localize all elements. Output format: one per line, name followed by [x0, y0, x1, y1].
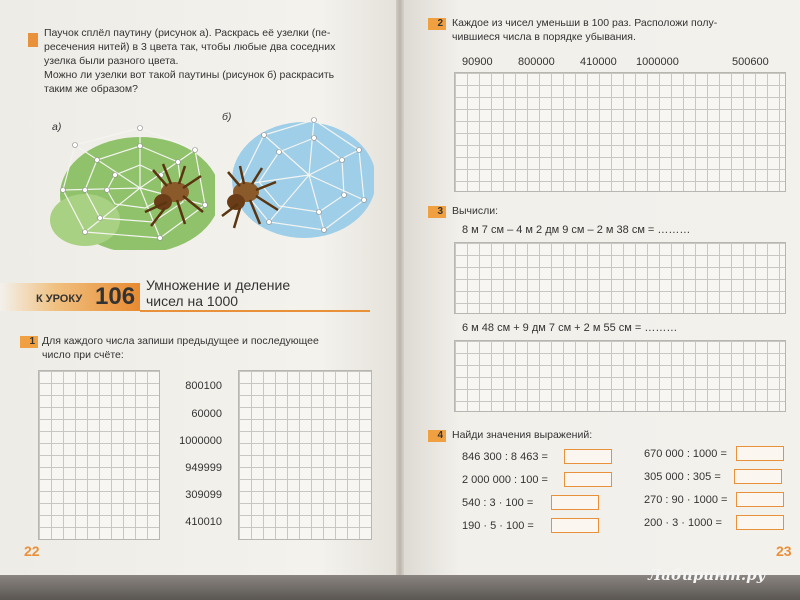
answer-grid-task-3b[interactable]: [454, 340, 786, 412]
number-value: 410010: [185, 516, 222, 528]
task-1-number: 1: [20, 336, 38, 348]
answer-grid-right[interactable]: [238, 370, 372, 540]
expression: 190 · 5 · 100 =: [462, 520, 534, 532]
answer-box[interactable]: [564, 449, 612, 464]
lesson-label: К УРОКУ: [36, 293, 83, 305]
number-value: 800100: [185, 380, 222, 392]
number-value: 949999: [185, 462, 222, 474]
task-3-text: Вычисли:: [452, 205, 499, 217]
number-value: 500600: [732, 56, 769, 68]
answer-box[interactable]: [551, 495, 599, 510]
page-number-right: 23: [776, 543, 792, 559]
task-3-expression-1: 8 м 7 см – 4 м 2 дм 9 см – 2 м 38 см = ………: [462, 224, 691, 236]
number-value: 90900: [462, 56, 493, 68]
spider-web-b-image: [214, 110, 374, 240]
expression: 846 300 : 8 463 =: [462, 451, 548, 463]
spider-task-text: [44, 26, 384, 96]
lesson-title: [146, 277, 290, 309]
number-value: 309099: [185, 489, 222, 501]
task-line: число при счёте:: [42, 349, 124, 361]
watermark-logo: Лабиринт.ру: [648, 566, 766, 584]
book-spine: [396, 0, 404, 585]
expression: 670 000 : 1000 =: [644, 448, 727, 460]
number-value: 1000000: [179, 435, 222, 447]
answer-box[interactable]: [736, 515, 784, 530]
number-value: 800000: [518, 56, 555, 68]
spider-web-a-image: [45, 120, 215, 250]
task-2-text: [452, 16, 782, 44]
task-line: таким же образом?: [44, 83, 138, 95]
expression: 305 000 : 305 =: [644, 471, 721, 483]
lesson-title-line: Умножение и деление: [146, 277, 291, 293]
expression: 540 : 3 · 100 =: [462, 497, 534, 509]
lesson-number: 106: [95, 283, 136, 310]
label-a: а): [52, 121, 62, 133]
task-4-number: 4: [428, 430, 446, 442]
task-line: Можно ли узелки вот такой паутины (рисунок б) раскрасить: [44, 69, 335, 81]
task-3-expression-2: 6 м 48 см + 9 дм 7 см + 2 м 55 см = ………: [462, 322, 678, 334]
task-3-number: 3: [428, 206, 446, 218]
expression: 270 : 90 · 1000 =: [644, 494, 728, 506]
task-line: чившиеся числа в порядке убывания.: [452, 31, 636, 43]
answer-box[interactable]: [736, 446, 784, 461]
task-line: ресечения нитей) в 3 цвета так, чтобы любые два соседних: [44, 41, 336, 53]
label-b: б): [222, 111, 232, 123]
answer-box[interactable]: [736, 492, 784, 507]
lesson-title-line: чисел на 1000: [146, 293, 239, 309]
task-line: Для каждого числа запиши предыдущее и последующее: [42, 335, 319, 347]
expression: 2 000 000 : 100 =: [462, 474, 548, 486]
expression: 200 · 3 · 1000 =: [644, 517, 722, 529]
page-number-left: 22: [24, 543, 40, 559]
answer-box[interactable]: [734, 469, 782, 484]
lesson-underline: [140, 310, 370, 312]
task-1-text: [42, 334, 382, 362]
task-marker: [28, 33, 38, 47]
answer-box[interactable]: [564, 472, 612, 487]
number-value: 60000: [191, 408, 222, 420]
answer-grid-task-3a[interactable]: [454, 242, 786, 314]
task-line: узелка были разного цвета.: [44, 55, 179, 67]
task-2-number: 2: [428, 18, 446, 30]
task-line: Каждое из чисел уменьши в 100 раз. Расположи полу-: [452, 17, 718, 29]
answer-box[interactable]: [551, 518, 599, 533]
number-value: 1000000: [636, 56, 679, 68]
answer-grid-task-2[interactable]: [454, 72, 786, 192]
answer-grid-left[interactable]: [38, 370, 160, 540]
task-line: Паучок сплёл паутину (рисунок а). Раскрась её узелки (пе-: [44, 27, 331, 39]
task-4-text: Найди значения выражений:: [452, 429, 593, 441]
number-value: 410000: [580, 56, 617, 68]
